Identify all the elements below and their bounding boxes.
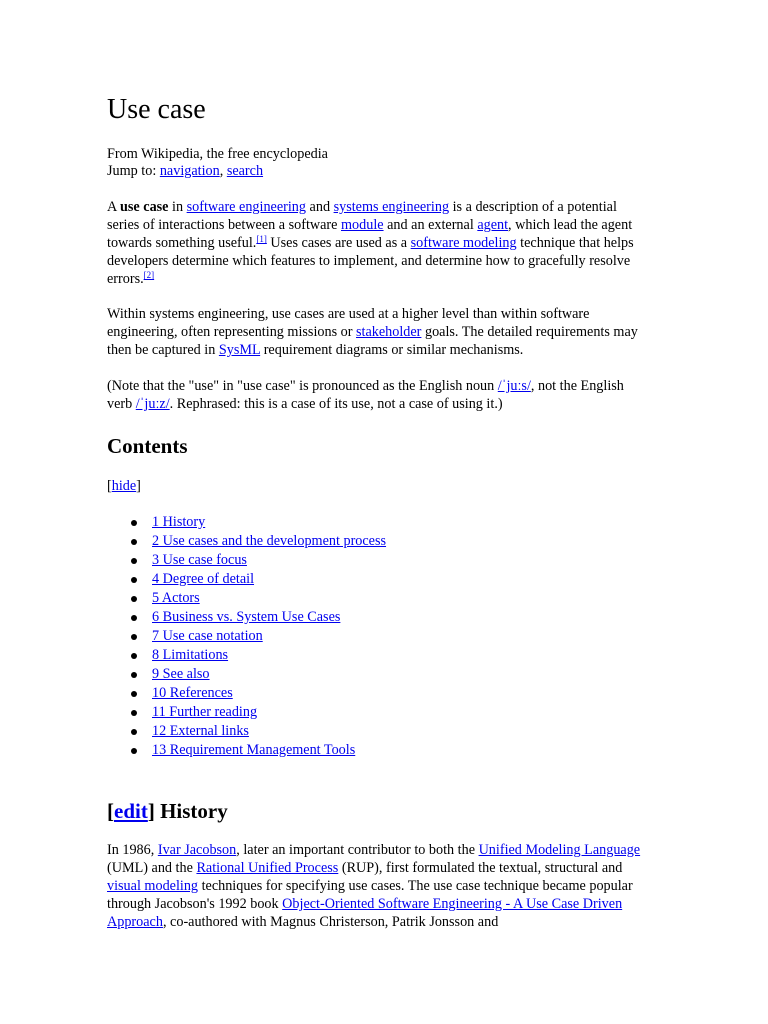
inline-link[interactable]: /ˈjuːz/	[135, 396, 170, 412]
text-run: Uses cases are used as a	[266, 235, 411, 251]
toc-item	[107, 589, 652, 608]
toc-link-use-case-notation[interactable]: 7 Use case notation	[152, 628, 263, 644]
search-link[interactable]: search	[226, 163, 264, 179]
edit-open-bracket: [	[107, 799, 114, 823]
text-run: and an external	[383, 217, 478, 233]
inline-link[interactable]: Rational Unified Process	[196, 860, 339, 876]
text-run: goals. The detailed requirements may then be captured in	[107, 324, 638, 358]
edit-close-bracket: ]	[147, 799, 155, 823]
toc-link-references[interactable]: 10 References	[152, 685, 233, 701]
toc-link-degree-of-detail[interactable]: 4 Degree of detail	[152, 571, 255, 587]
systems-paragraph	[107, 305, 652, 359]
toc-toggle	[107, 477, 652, 495]
toc-link-external-links[interactable]: 12 External links	[152, 723, 249, 739]
toc-link-actors[interactable]: 5 Actors	[152, 590, 200, 606]
inline-link[interactable]: Unified Modeling Language	[478, 842, 641, 858]
toc-link-limitations[interactable]: 8 Limitations	[152, 647, 229, 663]
toc-item	[107, 551, 652, 570]
inline-link[interactable]: SysML	[218, 342, 261, 358]
toc-item	[107, 703, 652, 722]
inline-link[interactable]: Object-Oriented Software Engineering - A Use Case Driven Approach	[107, 896, 623, 930]
toc-link-use-case-focus[interactable]: 3 Use case focus	[152, 552, 247, 568]
page-title: Use case	[107, 94, 206, 125]
text-run: (Note that the "use" in "use case" is pronounced as the English noun	[107, 378, 498, 394]
citation-superscript	[144, 270, 155, 280]
text-run: A	[107, 199, 121, 215]
inline-link[interactable]: software engineering	[186, 199, 306, 215]
text-run: , later an important contributor to both the	[236, 842, 479, 858]
toc-item	[107, 627, 652, 646]
text-run: techniques for specifying use cases. The use case technique became popular through Jacobson's 1992 book	[107, 878, 633, 912]
text-run: technique that helps developers determine which features to implement, and determine how to gracefully resolve errors.	[107, 235, 634, 287]
inline-link[interactable]: module	[341, 217, 384, 233]
toc-item	[107, 646, 652, 665]
inline-link[interactable]: visual modeling	[107, 878, 199, 894]
jump-links	[107, 162, 652, 180]
text-run: (UML) and the	[107, 860, 197, 876]
toc-link-see-also[interactable]: 9 See also	[152, 666, 210, 682]
toc-toggle-close-bracket: ]	[136, 478, 141, 494]
toc-link-further-reading[interactable]: 11 Further reading	[152, 704, 258, 720]
text-run: (RUP), first formulated the textual, structural and	[338, 860, 623, 876]
hide-toc-link[interactable]: hide	[111, 478, 137, 494]
table-of-contents	[107, 513, 652, 760]
intro-paragraph	[107, 198, 652, 288]
inline-link[interactable]: software modeling	[410, 235, 517, 251]
site-subtitle: From Wikipedia, the free encyclopedia	[107, 146, 328, 162]
toc-item	[107, 684, 652, 703]
history-heading	[107, 798, 228, 824]
text-run: In 1986,	[107, 842, 158, 858]
toc-item	[107, 608, 652, 627]
toc-item	[107, 513, 652, 532]
toc-item	[107, 665, 652, 684]
text-run: , which lead the agent towards something useful.	[107, 217, 633, 251]
inline-link[interactable]: agent	[477, 217, 509, 233]
citation-link[interactable]: [1]	[256, 234, 267, 244]
toc-link-requirement-tools[interactable]: 13 Requirement Management Tools	[152, 742, 356, 758]
toc-item	[107, 570, 652, 589]
toc-link-development-process[interactable]: 2 Use cases and the development process	[152, 533, 387, 549]
toc-link-business-vs-system[interactable]: 6 Business vs. System Use Cases	[152, 609, 341, 625]
text-run: . Rephrased: this is a case of its use, not a case of using it.)	[169, 396, 503, 412]
edit-section-link[interactable]: edit	[114, 799, 148, 823]
inline-link[interactable]: systems engineering	[333, 199, 450, 215]
jump-separator: ,	[219, 163, 227, 179]
history-heading-text: History	[154, 799, 228, 823]
jump-prefix: Jump to:	[107, 163, 160, 179]
inline-link[interactable]: stakeholder	[356, 324, 422, 340]
toc-item	[107, 532, 652, 551]
pronunciation-paragraph	[107, 377, 652, 413]
text-run: is a description of a potential series of interactions between a software	[107, 199, 617, 233]
text-run: in	[168, 199, 187, 215]
toc-item	[107, 722, 652, 741]
text-run: , co-authored with Magnus Christerson, Patrik Jonsson and	[162, 914, 499, 930]
citation-link[interactable]: [2]	[143, 270, 155, 280]
citation-superscript	[256, 234, 267, 244]
inline-link[interactable]: /ˈjuːs/	[497, 378, 531, 394]
history-paragraph	[107, 841, 652, 931]
contents-heading: Contents	[107, 434, 188, 458]
toc-toggle-open-bracket: [	[107, 478, 112, 494]
toc-item	[107, 741, 652, 760]
bold-term: use case	[120, 199, 169, 215]
inline-link[interactable]: Ivar Jacobson	[157, 842, 237, 858]
text-run: , not the English verb	[107, 378, 624, 412]
text-run: and	[306, 199, 334, 215]
text-run: requirement diagrams or similar mechanisms.	[260, 342, 524, 358]
navigation-link[interactable]: navigation	[159, 163, 220, 179]
toc-link-history[interactable]: 1 History	[152, 514, 206, 530]
text-run: Within systems engineering, use cases are used at a higher level than within software engineering, often representing missions or	[107, 306, 590, 340]
